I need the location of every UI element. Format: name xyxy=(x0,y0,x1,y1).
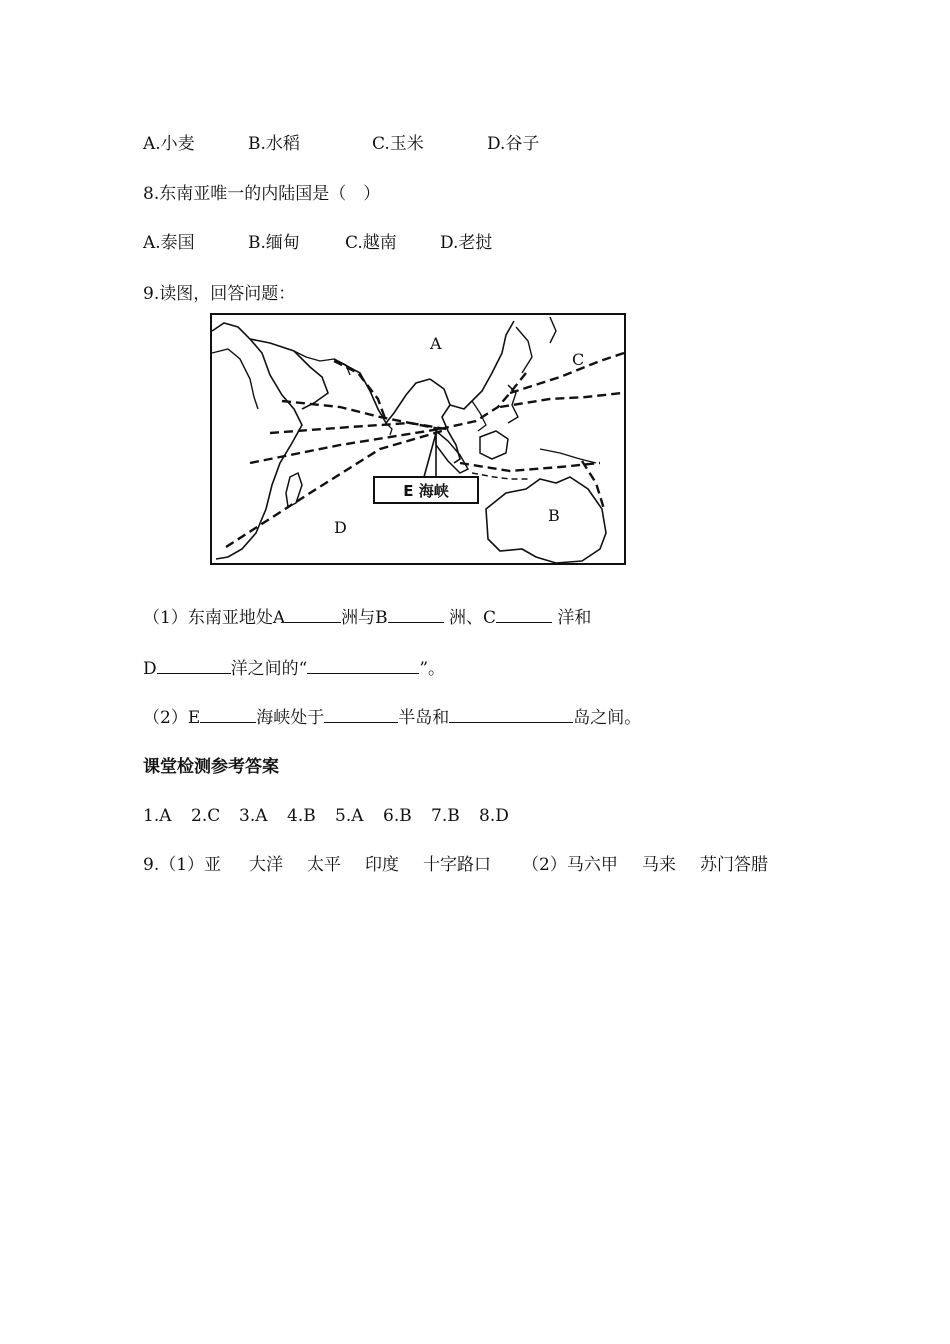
q9-part1-line1 xyxy=(143,605,591,630)
q9-p1-text-d: 洋和 xyxy=(552,608,592,628)
answer-9-p2-b: 马来 xyxy=(642,855,676,875)
blank-continent-a[interactable] xyxy=(285,605,341,623)
q9-stem: 9.读图，回答问题： xyxy=(143,284,296,304)
q9-p1-text-a: （1）东南亚地处A xyxy=(143,608,286,628)
q9-p2-text-a: （2）E xyxy=(143,708,201,728)
answer-9-p2-a: （2）马六甲 xyxy=(522,855,618,875)
map-label-e-strait: E 海峡 xyxy=(403,482,449,500)
answer-9-p2-c: 苏门答腊 xyxy=(700,855,768,875)
southeast-asia-map xyxy=(210,313,626,565)
q9-p1-text-e: D xyxy=(143,659,157,679)
blank-peninsula[interactable] xyxy=(324,705,398,723)
answer-9-p1-a: 9.（1）亚 xyxy=(143,855,222,875)
answer-4: 4.B xyxy=(287,806,316,826)
blank-ocean-d[interactable] xyxy=(157,656,231,674)
q9-part1-line2 xyxy=(143,656,445,681)
q7-option-b: B.水稻 xyxy=(248,134,300,154)
q8-stem: 8.东南亚唯一的内陆国是（ ） xyxy=(143,184,381,204)
answer-1: 1.A xyxy=(143,806,172,826)
q9-part2 xyxy=(143,705,641,730)
q9-p1-text-f: 洋之间的“ xyxy=(230,659,308,679)
answer-6: 6.B xyxy=(383,806,412,826)
answer-2: 2.C xyxy=(191,806,221,826)
map-label-c: C xyxy=(572,350,585,369)
map-label-a: A xyxy=(430,334,442,353)
blank-ocean-c[interactable] xyxy=(496,605,552,623)
q8-option-d: D.老挝 xyxy=(440,233,493,253)
q9-p1-text-g: ”。 xyxy=(419,659,446,679)
answer-9-p1-c: 太平 xyxy=(307,855,341,875)
map-label-b: B xyxy=(548,506,560,525)
map-label-d: D xyxy=(334,518,347,537)
q9-p1-text-b: 洲与B xyxy=(341,608,388,628)
blank-strait[interactable] xyxy=(200,705,256,723)
q9-p2-text-b: 海峡处于 xyxy=(256,708,325,728)
blank-continent-b[interactable] xyxy=(388,605,444,623)
answer-5: 5.A xyxy=(335,806,364,826)
q9-p2-text-d: 岛之间。 xyxy=(573,708,642,728)
answer-9-p1-d: 印度 xyxy=(365,855,399,875)
q8-option-b: B.缅甸 xyxy=(248,233,300,253)
answer-9-p1-b: 大洋 xyxy=(249,855,283,875)
q9-p2-text-c: 半岛和 xyxy=(398,708,450,728)
answer-8: 8.D xyxy=(479,806,509,826)
answer-3: 3.A xyxy=(239,806,268,826)
q7-option-a: A.小麦 xyxy=(143,134,195,154)
answers-heading: 课堂检测参考答案 xyxy=(143,757,279,777)
blank-island[interactable] xyxy=(449,705,573,723)
answer-7: 7.B xyxy=(431,806,460,826)
q8-option-a: A.泰国 xyxy=(143,233,195,253)
blank-crossroads[interactable] xyxy=(307,656,419,674)
q7-option-c: C.玉米 xyxy=(372,134,424,154)
answer-9-p1-e: 十字路口 xyxy=(423,855,491,875)
q7-option-d: D.谷子 xyxy=(487,134,540,154)
q9-p1-text-c: 洲、C xyxy=(443,608,497,628)
q8-option-c: C.越南 xyxy=(345,233,397,253)
